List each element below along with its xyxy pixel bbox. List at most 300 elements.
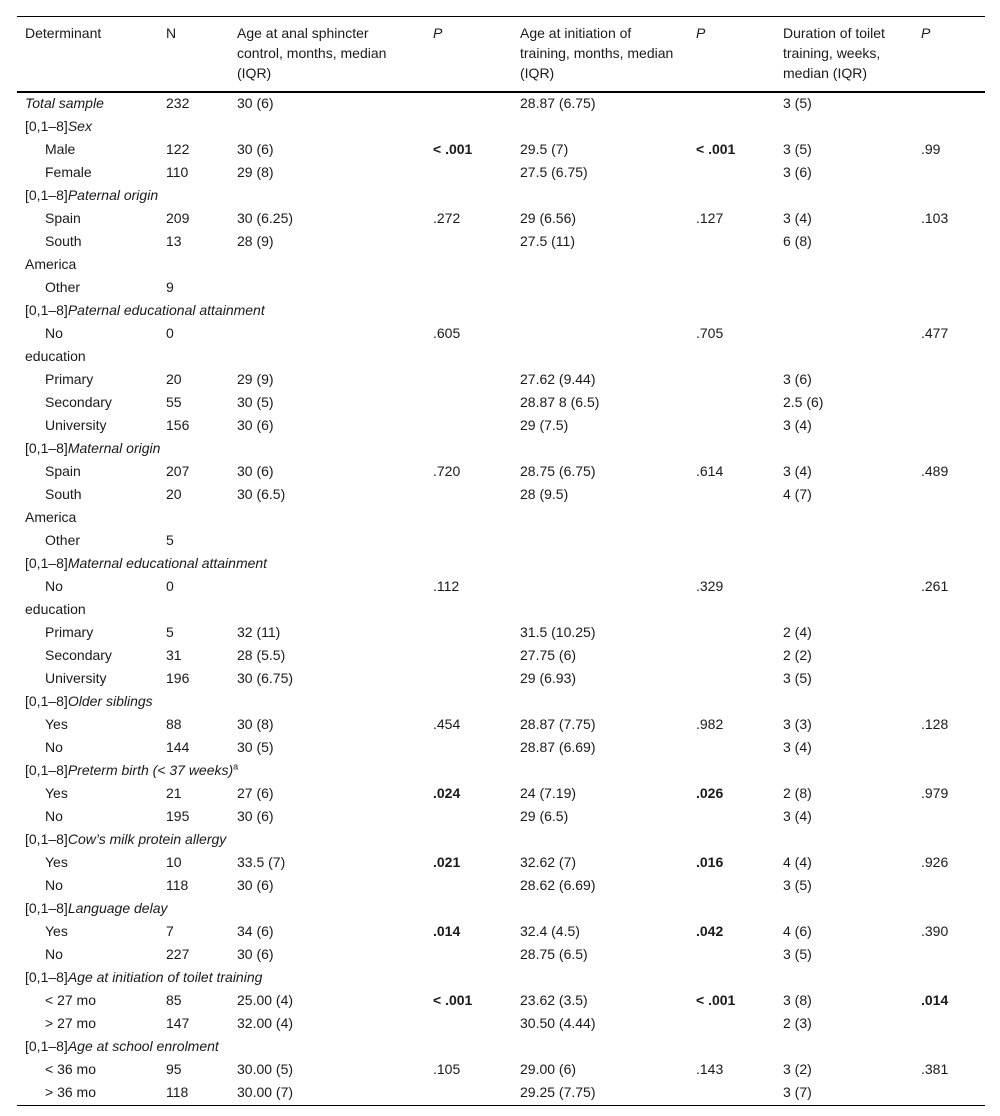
group-header-row xyxy=(17,116,985,139)
sphincter-age-cell: 30 (6) xyxy=(237,877,274,893)
initiation-age-cell: 29 (6.5) xyxy=(520,808,569,824)
table-row xyxy=(17,737,985,760)
sphincter-age-cell: 28 (9) xyxy=(237,233,274,249)
table-row xyxy=(17,208,985,231)
group-header-row xyxy=(17,967,985,990)
n-cell: 156 xyxy=(166,417,190,433)
group-header-row xyxy=(17,1036,985,1059)
table-row xyxy=(17,668,985,691)
row-label: Other xyxy=(45,279,81,295)
group-prefix: [0,1–8] xyxy=(25,762,68,778)
p-duration-cell: .926 xyxy=(921,854,949,870)
p-sphincter-cell xyxy=(425,806,512,829)
group-title: Paternal educational attainment xyxy=(67,302,265,318)
n-cell: 21 xyxy=(166,785,182,801)
row-label: Yes xyxy=(45,785,68,801)
initiation-age-cell xyxy=(512,576,688,599)
p-initiation-cell xyxy=(688,668,775,691)
n-cell: 95 xyxy=(166,1061,182,1077)
group-prefix: [0,1–8] xyxy=(25,118,68,134)
p-sphincter-cell: .272 xyxy=(433,210,461,226)
duration-cell xyxy=(775,323,913,346)
duration-cell: 2 (2) xyxy=(783,647,812,663)
p-sphincter-cell: < .001 xyxy=(433,141,473,157)
p-sphincter-cell: .720 xyxy=(433,463,461,479)
table-row xyxy=(17,415,985,438)
table-row xyxy=(17,323,985,346)
group-title: Language delay xyxy=(67,900,168,916)
group-header-row xyxy=(17,760,985,783)
table-body xyxy=(17,92,985,1106)
row-label: No xyxy=(45,808,63,824)
duration-cell: 4 (6) xyxy=(783,923,812,939)
sphincter-age-cell: 30 (6) xyxy=(237,417,274,433)
p-initiation-cell: .614 xyxy=(696,463,724,479)
n-cell: 110 xyxy=(166,164,189,180)
p-initiation-cell xyxy=(688,806,775,829)
table-row xyxy=(17,806,985,829)
p-duration-cell xyxy=(913,806,985,829)
label-continuation-row xyxy=(17,507,985,530)
p-initiation-cell xyxy=(688,277,775,300)
duration-cell: 2.5 (6) xyxy=(783,394,824,410)
table-row xyxy=(17,530,985,553)
table-row xyxy=(17,392,985,415)
table-row xyxy=(17,714,985,737)
sphincter-age-cell: 30.00 (7) xyxy=(229,1082,425,1106)
p-initiation-cell: .143 xyxy=(696,1061,724,1077)
row-label: Total sample xyxy=(25,95,104,111)
initiation-age-cell: 28.62 (6.69) xyxy=(520,877,596,893)
duration-cell: 3 (5) xyxy=(783,670,812,686)
table-row xyxy=(17,944,985,967)
p-duration-cell: .128 xyxy=(921,716,949,732)
row-label: Primary xyxy=(45,371,94,387)
p-sphincter-cell xyxy=(425,162,512,185)
group-label xyxy=(17,185,985,208)
group-label xyxy=(17,300,985,323)
group-header-row xyxy=(17,438,985,461)
n-cell: 195 xyxy=(166,808,190,824)
p-duration-cell xyxy=(913,162,985,185)
sphincter-age-cell: 30 (5) xyxy=(237,739,274,755)
group-header-row xyxy=(17,185,985,208)
row-label: > 36 mo xyxy=(17,1082,158,1106)
label-continuation-row xyxy=(17,599,985,622)
table-header-row xyxy=(17,17,985,93)
p-sphincter-cell xyxy=(425,944,512,967)
initiation-age-cell: 29.5 (7) xyxy=(520,141,569,157)
table-row xyxy=(17,277,985,300)
group-prefix: [0,1–8] xyxy=(25,1038,68,1054)
p-duration-cell xyxy=(913,737,985,760)
group-header-row xyxy=(17,691,985,714)
duration-cell: 3 (4) xyxy=(783,739,812,755)
p-initiation-cell xyxy=(688,484,775,507)
p-initiation-cell xyxy=(688,944,775,967)
duration-cell: 3 (8) xyxy=(783,992,812,1008)
p-sphincter-cell xyxy=(425,622,512,645)
table-row xyxy=(17,921,985,944)
p-duration-cell: .489 xyxy=(921,463,949,479)
row-label: < 27 mo xyxy=(45,992,96,1008)
p-duration-cell xyxy=(913,92,985,116)
sphincter-age-cell: 30 (5) xyxy=(237,394,274,410)
total-row xyxy=(17,92,985,116)
table-row xyxy=(17,461,985,484)
p-initiation-cell: .705 xyxy=(696,325,724,341)
row-label: No xyxy=(45,325,63,341)
table-row xyxy=(17,576,985,599)
label-continuation-row xyxy=(17,346,985,369)
initiation-age-cell: 28.75 (6.5) xyxy=(520,946,588,962)
p-sphincter-cell: .024 xyxy=(433,785,461,801)
n-cell: 209 xyxy=(166,210,190,226)
duration-cell: 4 (4) xyxy=(783,854,812,870)
table-row xyxy=(17,852,985,875)
row-label-continuation: education xyxy=(25,348,86,364)
p-sphincter-cell xyxy=(425,392,512,415)
table-row xyxy=(17,783,985,806)
group-prefix: [0,1–8] xyxy=(25,555,68,571)
sphincter-age-cell: 29 (8) xyxy=(237,164,274,180)
duration-cell: 3 (4) xyxy=(783,808,812,824)
row-label: Yes xyxy=(45,923,68,939)
row-label: University xyxy=(45,417,107,433)
determinants-table-container xyxy=(17,16,985,1106)
table-row xyxy=(17,231,985,254)
group-title: Maternal origin xyxy=(67,440,161,456)
group-label xyxy=(17,116,985,139)
table-row xyxy=(17,484,985,507)
sphincter-age-cell xyxy=(229,530,425,553)
group-title: Preterm birth (< 37 weeks) xyxy=(67,762,234,778)
initiation-age-cell: 28.87 (6.75) xyxy=(520,95,596,111)
header-p-initiation: P xyxy=(688,17,775,93)
initiation-age-cell xyxy=(512,277,688,300)
sphincter-age-cell xyxy=(229,277,425,300)
p-duration-cell: .014 xyxy=(921,992,949,1008)
p-initiation-cell: < .001 xyxy=(696,992,736,1008)
p-duration-cell: .390 xyxy=(921,923,949,939)
p-initiation-cell xyxy=(688,92,775,116)
sphincter-age-cell: 33.5 (7) xyxy=(237,854,286,870)
p-initiation-cell: .329 xyxy=(696,578,724,594)
duration-cell: 4 (7) xyxy=(783,486,812,502)
p-initiation-cell: .982 xyxy=(696,716,724,732)
sphincter-age-cell: 30.00 (5) xyxy=(237,1061,294,1077)
n-cell: 147 xyxy=(166,1015,190,1031)
p-sphincter-cell: .105 xyxy=(433,1061,461,1077)
header-p-duration: P xyxy=(913,17,985,93)
n-cell: 85 xyxy=(166,992,182,1008)
initiation-age-cell: 32.62 (7) xyxy=(520,854,577,870)
sphincter-age-cell: 30 (6) xyxy=(237,946,274,962)
initiation-age-cell: 28.87 8 (6.5) xyxy=(520,394,600,410)
p-initiation-cell xyxy=(688,369,775,392)
sphincter-age-cell: 30 (6) xyxy=(237,95,274,111)
row-label: South xyxy=(45,233,82,249)
initiation-age-cell: 28.87 (7.75) xyxy=(520,716,596,732)
group-header-row xyxy=(17,829,985,852)
n-cell: 196 xyxy=(166,670,190,686)
p-duration-cell xyxy=(913,530,985,553)
p-sphincter-cell: < .001 xyxy=(433,992,473,1008)
n-cell: 118 xyxy=(158,1082,229,1106)
table-row xyxy=(17,1082,985,1106)
p-sphincter-cell: .605 xyxy=(433,325,461,341)
p-duration-cell xyxy=(913,668,985,691)
header-age-initiation: Age at initiation of training, months, median (IQR) xyxy=(512,17,688,93)
initiation-age-cell: 29 (7.5) xyxy=(520,417,569,433)
row-label: Spain xyxy=(45,463,81,479)
group-title: Age at initiation of toilet training xyxy=(67,969,263,985)
row-label: No xyxy=(45,877,63,893)
group-label xyxy=(17,898,985,921)
p-duration-cell xyxy=(913,1082,985,1106)
header-p-sphincter: P xyxy=(425,17,512,93)
row-label: > 27 mo xyxy=(45,1015,96,1031)
table-row xyxy=(17,369,985,392)
header-n: N xyxy=(158,17,229,93)
n-cell: 0 xyxy=(166,578,174,594)
p-sphincter-cell xyxy=(425,737,512,760)
p-duration-cell: .979 xyxy=(921,785,949,801)
p-duration-cell: .103 xyxy=(921,210,949,226)
sphincter-age-cell: 30 (6.75) xyxy=(237,670,294,686)
n-cell: 5 xyxy=(166,624,174,640)
group-title: Cow’s milk protein allergy xyxy=(67,831,227,847)
p-initiation-cell xyxy=(688,1082,775,1106)
initiation-age-cell: 28.87 (6.69) xyxy=(520,739,596,755)
p-initiation-cell xyxy=(688,1013,775,1036)
n-cell: 122 xyxy=(166,141,190,157)
duration-cell: 3 (5) xyxy=(783,141,812,157)
group-label xyxy=(17,1036,985,1059)
p-initiation-cell: .016 xyxy=(696,854,724,870)
row-label: Other xyxy=(45,532,81,548)
initiation-age-cell: 28.75 (6.75) xyxy=(520,463,596,479)
n-cell: 232 xyxy=(166,95,190,111)
row-label: Male xyxy=(45,141,76,157)
sphincter-age-cell: 32.00 (4) xyxy=(237,1015,294,1031)
group-prefix: [0,1–8] xyxy=(25,187,68,203)
sphincter-age-cell: 30 (6) xyxy=(237,808,274,824)
sphincter-age-cell: 32 (11) xyxy=(237,624,281,640)
row-label: No xyxy=(45,739,63,755)
duration-cell: 3 (5) xyxy=(783,95,812,111)
group-prefix: [0,1–8] xyxy=(25,302,68,318)
duration-cell: 2 (4) xyxy=(783,624,812,640)
initiation-age-cell: 27.75 (6) xyxy=(520,647,577,663)
p-sphincter-cell xyxy=(425,484,512,507)
sphincter-age-cell: 30 (6.5) xyxy=(237,486,286,502)
p-sphincter-cell xyxy=(425,231,512,254)
initiation-age-cell: 27.62 (9.44) xyxy=(520,371,596,387)
duration-cell: 3 (4) xyxy=(783,463,812,479)
table-row xyxy=(17,622,985,645)
table-row xyxy=(17,1059,985,1082)
p-duration-cell xyxy=(913,484,985,507)
p-duration-cell xyxy=(913,1013,985,1036)
table-row xyxy=(17,1013,985,1036)
p-duration-cell: .477 xyxy=(921,325,949,341)
label-continuation-row xyxy=(17,254,985,277)
p-initiation-cell xyxy=(688,530,775,553)
duration-cell xyxy=(775,530,913,553)
row-label-continuation: America xyxy=(25,256,77,272)
group-label xyxy=(17,829,985,852)
sphincter-age-cell: 27 (6) xyxy=(237,785,274,801)
table-row xyxy=(17,990,985,1013)
initiation-age-cell: 31.5 (10.25) xyxy=(520,624,596,640)
p-duration-cell xyxy=(913,944,985,967)
p-initiation-cell xyxy=(688,162,775,185)
p-sphincter-cell xyxy=(425,1082,512,1106)
row-label: Female xyxy=(45,164,92,180)
n-cell: 7 xyxy=(166,923,174,939)
p-sphincter-cell xyxy=(425,92,512,116)
group-header-row xyxy=(17,300,985,323)
duration-cell: 3 (6) xyxy=(783,371,812,387)
p-sphincter-cell: .112 xyxy=(433,578,460,594)
group-prefix: [0,1–8] xyxy=(25,693,68,709)
p-duration-cell: .261 xyxy=(921,578,949,594)
n-cell: 20 xyxy=(166,371,182,387)
n-cell: 31 xyxy=(166,647,182,663)
initiation-age-cell: 29.25 (7.75) xyxy=(512,1082,688,1106)
header-age-sphincter-control: Age at anal sphincter control, months, median (IQR) xyxy=(229,17,425,93)
p-duration-cell xyxy=(913,622,985,645)
p-initiation-cell xyxy=(688,415,775,438)
duration-cell: 3 (3) xyxy=(783,716,812,732)
table-row xyxy=(17,162,985,185)
duration-cell: 3 (4) xyxy=(783,210,812,226)
initiation-age-cell: 32.4 (4.5) xyxy=(520,923,580,939)
n-cell: 9 xyxy=(166,279,174,295)
initiation-age-cell: 23.62 (3.5) xyxy=(520,992,588,1008)
row-label: No xyxy=(45,578,63,594)
row-label: University xyxy=(45,670,107,686)
sphincter-age-cell: 30 (6) xyxy=(237,463,274,479)
p-sphincter-cell xyxy=(425,530,512,553)
n-cell: 0 xyxy=(166,325,174,341)
initiation-age-cell: 29.00 (6) xyxy=(520,1061,577,1077)
row-label: Secondary xyxy=(45,647,112,663)
initiation-age-cell: 29 (6.93) xyxy=(520,670,577,686)
sphincter-age-cell: 28 (5.5) xyxy=(237,647,286,663)
table-row xyxy=(17,645,985,668)
p-duration-cell xyxy=(913,645,985,668)
header-duration: Duration of toilet training, weeks, median (IQR) xyxy=(775,17,913,93)
p-initiation-cell xyxy=(688,622,775,645)
duration-cell: 3 (5) xyxy=(783,946,812,962)
group-title: Sex xyxy=(67,118,92,134)
p-sphincter-cell xyxy=(425,415,512,438)
p-sphincter-cell xyxy=(425,1013,512,1036)
group-prefix: [0,1–8] xyxy=(25,831,68,847)
sphincter-age-cell: 30 (6) xyxy=(237,141,274,157)
duration-cell: 2 (3) xyxy=(783,1015,812,1031)
p-sphincter-cell: .021 xyxy=(433,854,461,870)
p-initiation-cell: < .001 xyxy=(696,141,736,157)
p-duration-cell xyxy=(913,875,985,898)
sphincter-age-cell xyxy=(229,323,425,346)
n-cell: 144 xyxy=(166,739,190,755)
group-title: Maternal educational attainment xyxy=(67,555,268,571)
sphincter-age-cell: 29 (9) xyxy=(237,371,274,387)
initiation-age-cell xyxy=(512,530,688,553)
p-duration-cell: .99 xyxy=(921,141,941,157)
p-duration-cell xyxy=(913,392,985,415)
header-determinant: Determinant xyxy=(17,17,158,93)
p-initiation-cell xyxy=(688,392,775,415)
p-initiation-cell xyxy=(688,645,775,668)
group-header-row xyxy=(17,553,985,576)
row-label: < 36 mo xyxy=(45,1061,96,1077)
p-sphincter-cell: .454 xyxy=(433,716,461,732)
p-duration-cell xyxy=(913,277,985,300)
p-sphincter-cell: .014 xyxy=(433,923,461,939)
initiation-age-cell: 30.50 (4.44) xyxy=(520,1015,596,1031)
sphincter-age-cell xyxy=(229,576,425,599)
p-sphincter-cell xyxy=(425,369,512,392)
n-cell: 118 xyxy=(166,877,189,893)
p-initiation-cell: .026 xyxy=(696,785,724,801)
duration-cell: 3 (2) xyxy=(783,1061,812,1077)
group-prefix: [0,1–8] xyxy=(25,969,68,985)
row-label: No xyxy=(45,946,63,962)
table-row xyxy=(17,875,985,898)
initiation-age-cell: 28 (9.5) xyxy=(520,486,569,502)
duration-cell: 3 (7) xyxy=(775,1082,913,1106)
n-cell: 10 xyxy=(166,854,182,870)
row-label-continuation: America xyxy=(25,509,77,525)
n-cell: 88 xyxy=(166,716,182,732)
group-prefix: [0,1–8] xyxy=(25,900,68,916)
p-initiation-cell xyxy=(688,737,775,760)
group-label xyxy=(17,553,985,576)
group-label xyxy=(17,691,985,714)
row-label: Secondary xyxy=(45,394,112,410)
n-cell: 13 xyxy=(166,233,182,249)
group-label xyxy=(17,967,985,990)
sphincter-age-cell: 30 (8) xyxy=(237,716,274,732)
initiation-age-cell: 27.5 (6.75) xyxy=(520,164,588,180)
p-initiation-cell: .042 xyxy=(696,923,724,939)
n-cell: 55 xyxy=(166,394,182,410)
n-cell: 5 xyxy=(166,532,174,548)
group-header-row xyxy=(17,898,985,921)
p-sphincter-cell xyxy=(425,668,512,691)
row-label: Yes xyxy=(45,854,68,870)
p-duration-cell xyxy=(913,415,985,438)
row-label-continuation: education xyxy=(25,601,86,617)
duration-cell xyxy=(775,576,913,599)
group-title: Paternal origin xyxy=(67,187,159,203)
p-duration-cell xyxy=(913,231,985,254)
initiation-age-cell: 27.5 (11) xyxy=(520,233,575,249)
p-sphincter-cell xyxy=(425,645,512,668)
n-cell: 20 xyxy=(166,486,182,502)
n-cell: 207 xyxy=(166,463,190,479)
p-initiation-cell xyxy=(688,875,775,898)
duration-cell: 3 (5) xyxy=(783,877,812,893)
initiation-age-cell xyxy=(512,323,688,346)
table-row xyxy=(17,139,985,162)
n-cell: 227 xyxy=(166,946,190,962)
duration-cell: 3 (6) xyxy=(783,164,812,180)
